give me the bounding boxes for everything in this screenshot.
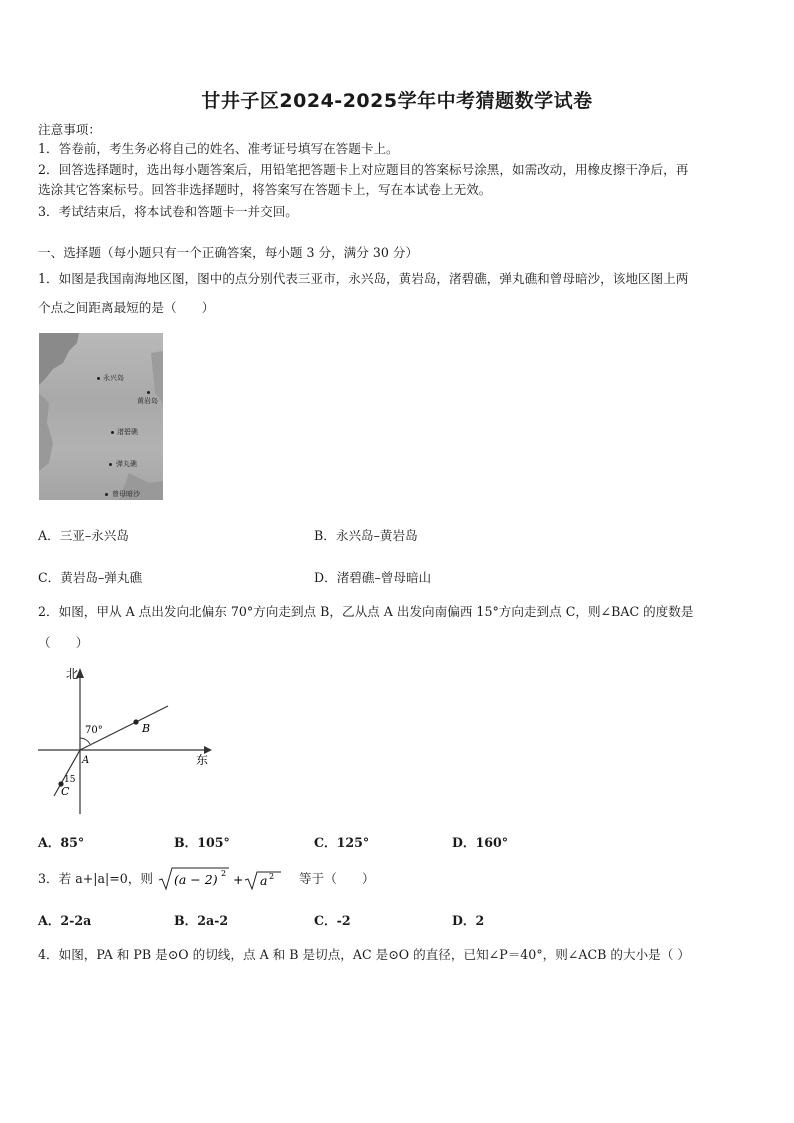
q3-plus: + bbox=[233, 872, 244, 887]
q2-option-a[interactable]: A．85° bbox=[38, 835, 85, 850]
angle-70-label: 70° bbox=[85, 725, 103, 736]
q3-exp1: 2 bbox=[221, 869, 227, 878]
label-b: B bbox=[142, 722, 151, 735]
q3-text bbox=[38, 866, 375, 892]
q3-option-a[interactable]: A．2-2a bbox=[38, 913, 92, 928]
map-dot bbox=[105, 493, 108, 496]
q3-formula bbox=[157, 866, 297, 892]
q2-text-line2: （ ） bbox=[38, 635, 89, 650]
q3-option-b[interactable]: B．2a-2 bbox=[174, 913, 229, 928]
q3-expr1: (a − 2) bbox=[174, 872, 218, 887]
map-label-danwan: 弹丸礁 bbox=[116, 460, 137, 468]
q2-text-line1: 2．如图，甲从 A 点出发向北偏东 70°方向走到点 B，乙从点 A 出发向南偏西 15°方向走到点 C，则∠BAC 的度数是 bbox=[38, 604, 694, 619]
notice-item-2: 2．回答选择题时，选出每小题答案后，用铅笔把答题卡上对应题目的答案标号涂黑，如需改动，用橡皮擦干净后，再 bbox=[38, 162, 689, 177]
q1-option-c[interactable]: C．黄岩岛–弹丸礁 bbox=[38, 570, 143, 585]
map-dot bbox=[111, 431, 114, 434]
map-dot bbox=[97, 377, 100, 380]
q1-option-d[interactable]: D．渚碧礁–曾母暗山 bbox=[314, 570, 432, 585]
south-china-sea-map bbox=[39, 333, 163, 500]
map-label-zengmu: 曾母暗沙 bbox=[112, 490, 140, 498]
q1-option-b[interactable]: B．永兴岛–黄岩岛 bbox=[314, 528, 418, 543]
q2-option-b[interactable]: B．105° bbox=[174, 835, 230, 850]
q3-exp2: 2 bbox=[269, 872, 275, 881]
q3-prefix: 3．若 a+|a|=0，则 bbox=[38, 871, 154, 886]
notice-item-2-cont: 选涂其它答案标号。回答非选择题时，将答案写在答题卡上，写在本试卷上无效。 bbox=[38, 182, 492, 197]
q1-text-line1: 1．如图是我国南海地区图，图中的点分别代表三亚市，永兴岛，黄岩岛，渚碧礁，弹丸礁和曾母暗沙，该地区图上两 bbox=[38, 271, 689, 286]
q2-option-d[interactable]: D．160° bbox=[452, 835, 509, 850]
map-label-zhubi: 渚碧礁 bbox=[117, 428, 138, 436]
q3-suffix: 等于（ ） bbox=[299, 871, 375, 886]
east-label: 东 bbox=[196, 753, 209, 767]
q2-option-c[interactable]: C．125° bbox=[314, 835, 370, 850]
label-c: C bbox=[61, 785, 70, 798]
notice-item-1: 1．答卷前，考生务必将自己的姓名、准考证号填写在答题卡上。 bbox=[38, 141, 399, 156]
notice-heading: 注意事项： bbox=[38, 122, 101, 137]
angle-15-label: 15 bbox=[64, 775, 76, 785]
point-b bbox=[133, 719, 138, 724]
q1-option-a[interactable]: A．三亚–永兴岛 bbox=[38, 528, 129, 543]
direction-diagram bbox=[32, 664, 222, 819]
angle-arc-70 bbox=[80, 738, 90, 744]
label-a: A bbox=[82, 755, 90, 766]
map-dot bbox=[109, 463, 112, 466]
notice-item-3: 3．考试结束后，将本试卷和答题卡一并交回。 bbox=[38, 204, 298, 219]
map-coastline bbox=[39, 333, 163, 500]
q3-option-c[interactable]: C．-2 bbox=[314, 913, 351, 928]
q4-text-line1: 4．如图，PA 和 PB 是⊙O 的切线，点 A 和 B 是切点，AC 是⊙O 的直径，已知∠P＝40°，则∠ACB 的大小是（ ） bbox=[38, 947, 690, 962]
north-label: 北 bbox=[66, 667, 79, 681]
map-label-huangyan: 黄岩岛 bbox=[137, 397, 158, 405]
map-label-yongxing: 永兴岛 bbox=[103, 374, 124, 382]
section-heading: 一、选择题（每小题只有一个正确答案，每小题 3 分，满分 30 分） bbox=[38, 245, 419, 260]
q3-option-d[interactable]: D．2 bbox=[452, 913, 485, 928]
q3-expr2: a bbox=[260, 873, 268, 888]
q1-text-line2: 个点之间距离最短的是（ ） bbox=[38, 300, 215, 315]
page-title: 甘井子区2024-2025学年中考猜题数学试卷 bbox=[201, 90, 593, 112]
map-dot bbox=[147, 391, 150, 394]
